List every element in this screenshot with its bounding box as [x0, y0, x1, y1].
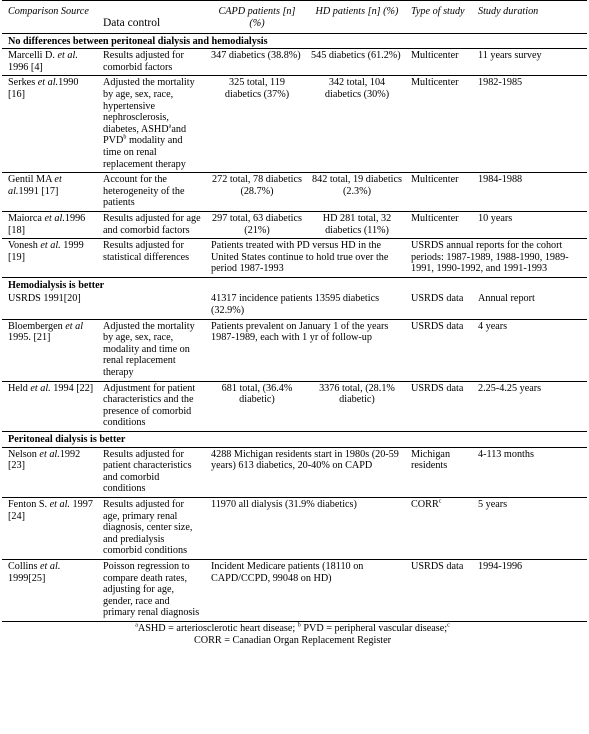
type-cell: USRDS data	[405, 319, 472, 381]
header-hd: HD patients [n] (%)	[315, 6, 399, 17]
header-capd: CAPD patients [n] (%)	[218, 6, 296, 29]
section-hd-better: Hemodialysis is better	[8, 279, 105, 291]
control-cell: Adjusted the mortality by age, sex, race, modality and time on renal replacement therapy	[97, 319, 205, 381]
hd-cell: 342 total, 104 diabetics (30%)	[305, 76, 405, 173]
source-cell: Nelson et al.1992 [23]	[2, 447, 97, 497]
duration-cell: 10 years	[472, 211, 587, 238]
type-cell: USRDS data	[405, 292, 472, 319]
type-cell: Michigan residents	[405, 447, 472, 497]
duration-cell: 5 years	[472, 497, 587, 559]
header-source: Comparison Source	[8, 6, 89, 17]
patients-cell: Patients prevalent on January 1 of the years 1987-1989, each with 1 yr of follow-up	[205, 319, 405, 381]
source-cell: Marcelli D. et al. 1996 [4]	[2, 49, 97, 76]
type-cell: Multicenter	[405, 211, 472, 238]
section-row	[2, 33, 587, 49]
type-cell: Multicenter	[405, 173, 472, 212]
table-footnote: $^a$ASHD = arteriosclerotic heart disease; $^b$ PVD = peripheral vascular disease;$^c$ CORR = Canadian Organ Replacement Register	[135, 622, 450, 646]
control-cell: Poisson regression to compare death rates, adjusting for age, gender, race and primary renal diagnosis	[97, 559, 205, 621]
comparison-table	[2, 0, 587, 622]
control-cell	[97, 292, 205, 319]
footnote-mark: c	[438, 498, 442, 505]
patients-cell: 11970 all dialysis (31.9% diabetics)	[205, 497, 405, 559]
section-row	[2, 432, 587, 448]
footnote-mark: a	[168, 123, 172, 130]
table-row	[2, 292, 587, 319]
table-row	[2, 211, 587, 238]
duration-cell: 4 years	[472, 319, 587, 381]
control-cell: Results adjusted for age, primary renal diagnosis, center size, and predialysis comorbid conditions	[97, 497, 205, 559]
source-cell: Serkes et al.1990 [16]	[2, 76, 97, 173]
duration-cell: 1984-1988	[472, 173, 587, 212]
table-row	[2, 76, 587, 173]
hd-cell: 3376 total, (28.1% diabetic)	[305, 381, 405, 431]
table-row	[2, 381, 587, 431]
table-row	[2, 239, 587, 278]
hd-cell: HD 281 total, 32 diabetics (11%)	[305, 211, 405, 238]
source-cell: Fenton S. et al. 1997 [24]	[2, 497, 97, 559]
capd-cell: 272 total, 78 diabetics (28.7%)	[205, 173, 305, 212]
footnote-mark: b	[123, 134, 127, 141]
source-cell: USRDS 1991[20]	[2, 292, 97, 319]
control-cell: Adjustment for patient characteristics and the presence of comorbid conditions	[97, 381, 205, 431]
table-row	[2, 497, 587, 559]
source-cell: Collins et al. 1999[25]	[2, 559, 97, 621]
source-cell: Bloembergen et al 1995. [21]	[2, 319, 97, 381]
header-type: Type of study	[411, 6, 465, 17]
hd-cell: 842 total, 19 diabetics (2.3%)	[305, 173, 405, 212]
control-cell: Results adjusted for statistical differences	[97, 239, 205, 278]
control-cell: Results adjusted for age and comorbid factors	[97, 211, 205, 238]
control-cell: Results adjusted for patient characteristics and comorbid conditions	[97, 447, 205, 497]
header-row	[2, 1, 587, 34]
type-cell: Multicenter	[405, 49, 472, 76]
capd-cell: 325 total, 119 diabetics (37%)	[205, 76, 305, 173]
duration-cell: 1982-1985	[472, 76, 587, 173]
type-cell: USRDS data	[405, 381, 472, 431]
control-cell: Results adjusted for comorbid factors	[97, 49, 205, 76]
type-duration-cell: USRDS annual reports for the cohort periods: 1987-1989, 1988-1990, 1989-1991, 1990-1992, and 1991-1993	[405, 239, 587, 278]
source-cell: Vonesh et al. 1999 [19]	[2, 239, 97, 278]
control-cell: Account for the heterogeneity of the patients	[97, 173, 205, 212]
capd-cell: 297 total, 63 diabetics (21%)	[205, 211, 305, 238]
type-cell: CORR$^c$	[405, 497, 472, 559]
header-duration: Study duration	[478, 6, 539, 17]
capd-cell: 347 diabetics (38.8%)	[205, 49, 305, 76]
duration-cell: 2.25-4.25 years	[472, 381, 587, 431]
duration-cell: 1994-1996	[472, 559, 587, 621]
patients-cell: 41317 incidence patients 13595 diabetics (32.9%)	[205, 292, 405, 319]
duration-cell: 11 years survey	[472, 49, 587, 76]
hd-cell: 545 diabetics (61.2%)	[305, 49, 405, 76]
section-no-difference: No differences between peritoneal dialysis and hemodialysis	[2, 33, 587, 49]
duration-cell: Annual report	[472, 292, 587, 319]
patients-cell: Patients treated with PD versus HD in the United States continue to hold true over the period 1987-1993	[205, 239, 405, 278]
type-cell: Multicenter	[405, 76, 472, 173]
source-cell: Gentil MA et al.1991 [17]	[2, 173, 97, 212]
source-cell: Held et al. 1994 [22]	[2, 381, 97, 431]
table-row	[2, 447, 587, 497]
patients-cell: 4288 Michigan residents start in 1980s (20-59 years) 613 diabetics, 20-40% on CAPD	[205, 447, 405, 497]
patients-cell: Incident Medicare patients (18110 on CAPD/CCPD, 99048 on HD)	[205, 559, 405, 621]
section-pd-better: Peritoneal dialysis is better	[2, 432, 587, 448]
duration-cell: 4-113 months	[472, 447, 587, 497]
table-row	[2, 49, 587, 76]
capd-cell: 681 total, (36.4% diabetic)	[205, 381, 305, 431]
table-row	[2, 559, 587, 621]
section-row	[2, 277, 587, 292]
type-cell: USRDS data	[405, 559, 472, 621]
control-cell: Adjusted the mortality by age, sex, race, hypertensive nephrosclerosis, diabetes, ASHD$^a$and PVD$^b$ modality and time on renal replacement therapy	[97, 76, 205, 173]
header-data-control: Data control	[103, 17, 161, 29]
table-row	[2, 173, 587, 212]
table-row	[2, 319, 587, 381]
source-cell: Maiorca et al.1996 [18]	[2, 211, 97, 238]
